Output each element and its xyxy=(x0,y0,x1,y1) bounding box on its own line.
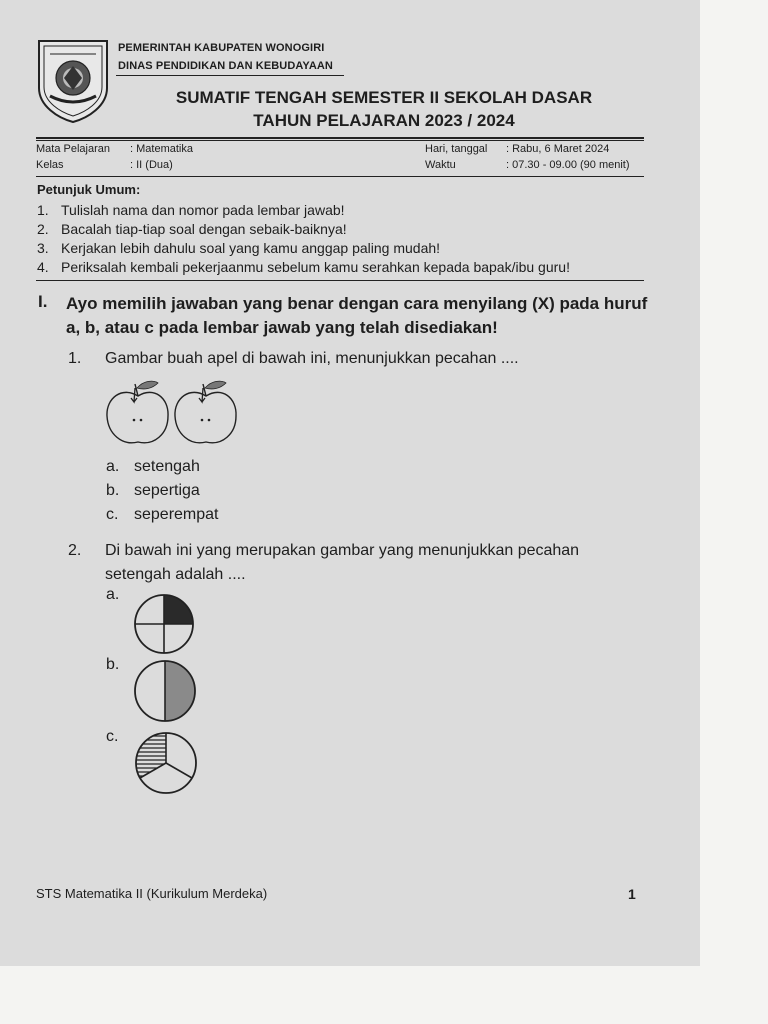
divider xyxy=(36,137,644,139)
exam-title: SUMATIF TENGAH SEMESTER II SEKOLAH DASAR xyxy=(175,88,593,107)
day-label: Hari, tanggal xyxy=(425,143,488,155)
section-number: I. xyxy=(38,292,48,311)
question-text-continued: setengah adalah .... xyxy=(105,566,246,583)
instructions-heading: Petunjuk Umum: xyxy=(37,182,141,197)
divider xyxy=(116,75,344,76)
section-instruction: Ayo memilih jawaban yang benar dengan cara menyilang (X) pada huruf a, b, atau c pada lembar jawab yang telah disediakan! xyxy=(66,294,648,337)
divider xyxy=(36,140,644,141)
time-value: : 07.30 - 09.00 (90 menit) xyxy=(506,159,630,171)
day-value: : Rabu, 6 Maret 2024 xyxy=(506,143,610,155)
question-number: 1. xyxy=(68,350,82,367)
wonogiri-regency-crest-icon xyxy=(36,38,110,124)
two-apples-icon xyxy=(104,378,244,448)
question-number: 2. xyxy=(68,542,82,559)
page-number: 1 xyxy=(628,886,636,902)
divider xyxy=(36,176,644,177)
subject-value: : Matematika xyxy=(130,143,193,155)
circle-quarter-shaded-icon[interactable] xyxy=(132,592,196,656)
footer-text: STS Matematika II (Kurikulum Merdeka) xyxy=(36,886,268,901)
exam-year: TAHUN PELAJARAN 2023 / 2024 xyxy=(253,111,515,130)
divider xyxy=(36,280,644,281)
class-value: : II (Dua) xyxy=(130,159,173,171)
question-text: Di bawah ini yang merupakan gambar yang menunjukkan pecahan xyxy=(105,542,580,559)
circle-third-hatched-icon[interactable] xyxy=(132,730,200,796)
gov-line-1: PEMERINTAH KABUPATEN WONOGIRI xyxy=(118,42,325,54)
question-text: Gambar buah apel di bawah ini, menunjukkan pecahan .... xyxy=(105,350,519,367)
gov-line-2: DINAS PENDIDIKAN DAN KEBUDAYAAN xyxy=(118,60,333,72)
circle-half-shaded-icon[interactable] xyxy=(132,658,198,724)
exam-page: PEMERINTAH KABUPATEN WONOGIRI DINAS PENDIDIKAN DAN KEBUDAYAAN SUMATIF TENGAH SEMESTER II SEKOLAH DASAR TAHUN PELAJARAN 2023 / 2024 Mata Pelajaran : Matematika Kelas : II (Dua) Hari, tanggal : Rabu, 6 Maret 2024 Waktu : 07.30 - 09.00 (90 menit) Petunjuk Umum: 1. Tulislah nama dan nomor pada lembar jawab! 2. Bacalah tiap-tiap soal dengan sebaik-baiknya! 3. Kerjakan lebih dahulu soal yang kamu anggap paling mudah! 4. Periksalah kembali pekerjaanmu sebelum kamu serahkan kepada bapak/ibu guru! I. Ayo memilih jawaban yang benar dengan cara menyilang (X) pada huruf a, b, atau c pada lembar jawab yang telah disediakan! 1. Gambar buah apel di bawah ini, menunjukkan pecahan .... a. setengah b. sepertiga c. seperempat 2. Di bawah ini yang merupakan gambar yang menunjukkan pecahan setengah adalah .... a. b. c. STS Matematika II (Kurikulum Merdeka) 1 xyxy=(0,0,700,966)
class-label: Kelas xyxy=(36,159,64,171)
subject-label: Mata Pelajaran xyxy=(36,143,110,155)
time-label: Waktu xyxy=(425,159,456,171)
